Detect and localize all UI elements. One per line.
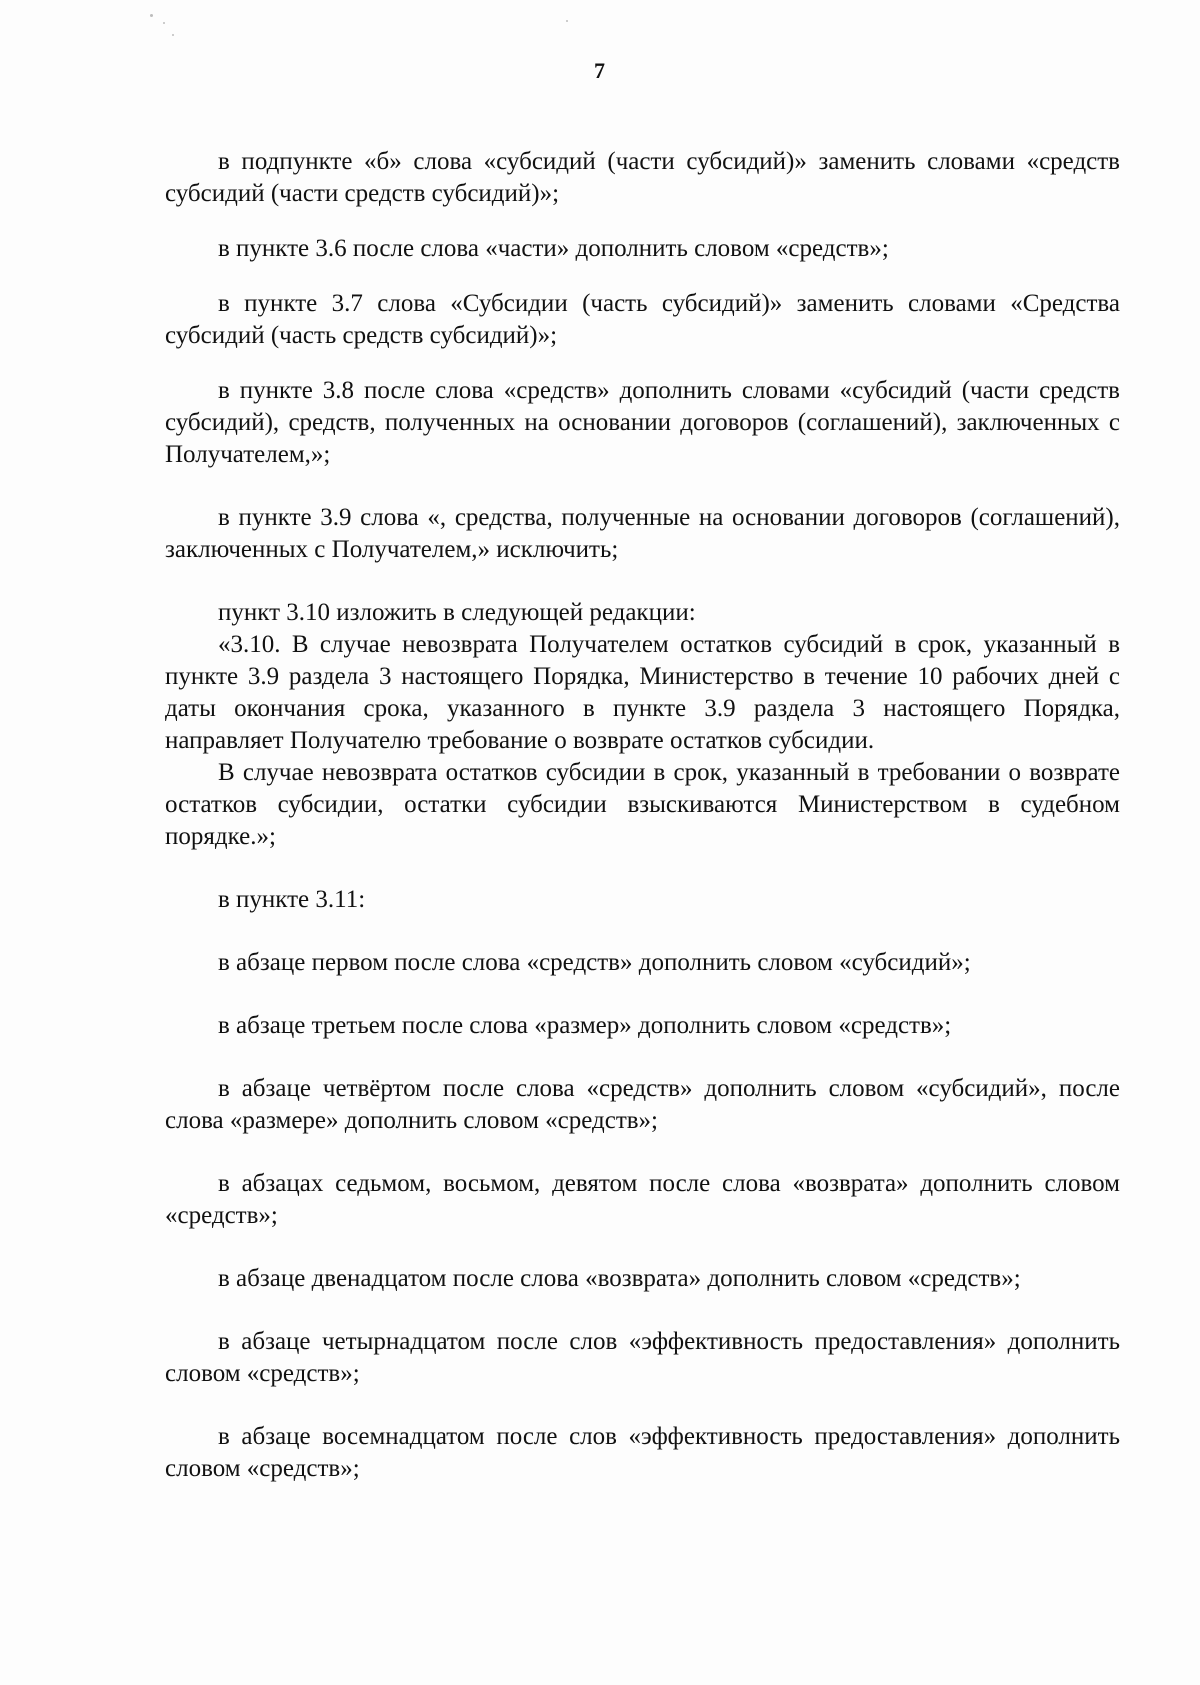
- paragraph: в пункте 3.7 слова «Субсидии (часть субсидий)» заменить словами «Средства субсидий (часть средств субсидий)»;: [165, 290, 1120, 349]
- paragraph: в пункте 3.6 после слова «части» дополнить словом «средств»;: [218, 235, 889, 262]
- scan-speck: [172, 34, 174, 36]
- paragraph: в абзаце двенадцатом после слова «возврата» дополнить словом «средств»;: [218, 1265, 1021, 1292]
- paragraph: в абзаце первом после слова «средств» дополнить словом «субсидий»;: [218, 949, 971, 976]
- quoted-paragraph: В случае невозврата остатков субсидии в срок, указанный в требовании о возврате остатков субсидии, остатки субсидии взыскиваются Министерством в судебном порядке.»;: [165, 759, 1120, 850]
- paragraph: в пункте 3.8 после слова «средств» дополнить словами «субсидий (части средств субсидий), средств, полученных на основании договоров (соглашений), заключенных с Получателем,»;: [165, 377, 1120, 468]
- paragraph: в пункте 3.11:: [218, 886, 366, 913]
- scan-speck: [566, 20, 568, 22]
- scan-speck: [163, 22, 165, 24]
- page-number: 7: [594, 58, 606, 83]
- quoted-paragraph: «3.10. В случае невозврата Получателем остатков субсидий в срок, указанный в пункте 3.9 раздела 3 настоящего Порядка, Министерство в течение 10 рабочих дней с даты окончания срока, указанного в пункте 3.9 раздела 3 настоящего Порядка, направляет Получателю требование о возврате остатков субсидии.: [165, 631, 1120, 754]
- paragraph: в абзаце третьем после слова «размер» дополнить словом «средств»;: [218, 1012, 952, 1039]
- paragraph: в абзаце восемнадцатом после слов «эффективность предоставления» дополнить словом «средств»;: [165, 1423, 1120, 1482]
- paragraph: в абзаце четырнадцатом после слов «эффективность предоставления» дополнить словом «средств»;: [165, 1328, 1120, 1387]
- paragraph: в абзаце четвёртом после слова «средств» дополнить словом «субсидий», после слова «размере» дополнить словом «средств»;: [165, 1075, 1120, 1134]
- paragraph: в подпункте «б» слова «субсидий (части субсидий)» заменить словами «средств субсидий (части средств субсидий)»;: [165, 148, 1120, 207]
- paragraph: в абзацах седьмом, восьмом, девятом после слова «возврата» дополнить словом «средств»;: [165, 1170, 1120, 1229]
- paragraph: пункт 3.10 изложить в следующей редакции:: [218, 599, 696, 626]
- paragraph: в пункте 3.9 слова «, средства, полученные на основании договоров (соглашений), заключенных с Получателем,» исключить;: [165, 504, 1120, 563]
- document-body: [165, 146, 1120, 1485]
- scan-speck: [150, 14, 153, 17]
